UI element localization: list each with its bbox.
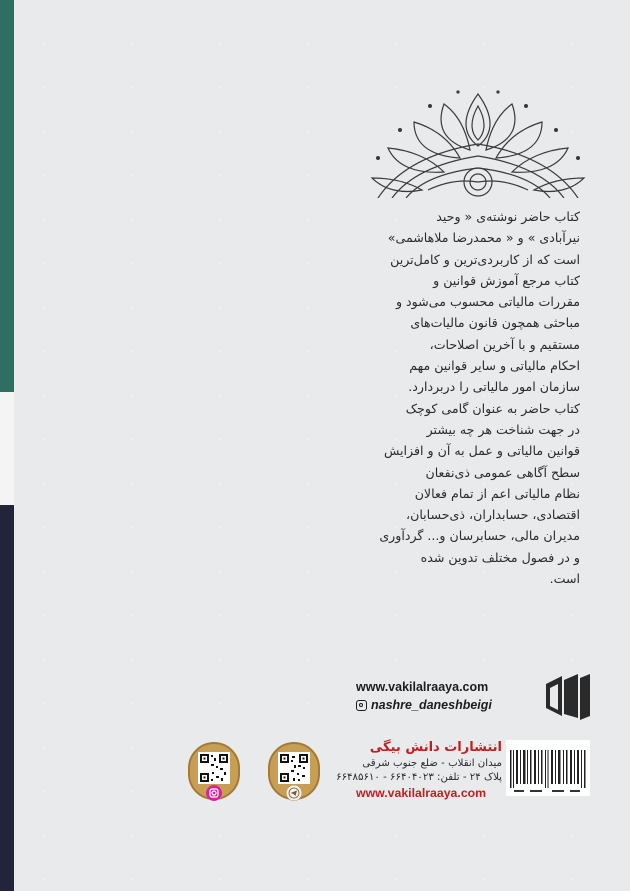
instagram-handle: nashre_daneshbeigi: [371, 698, 492, 712]
description-line: است.: [549, 571, 580, 587]
book-description: [356, 206, 580, 589]
publisher-address: میدان انقلاب - ضلع جنوب شرقی: [362, 758, 502, 769]
qr-card-instagram[interactable]: [188, 742, 240, 800]
description-line: است که از کاربردی‌ترین و کامل‌ترین: [390, 251, 580, 267]
website-link[interactable]: www.vakilalraaya.com: [356, 680, 489, 694]
instagram-handle-row[interactable]: [356, 698, 532, 712]
description-line: نیرآبادی » و « محمدرضا ملاهاشمی»: [387, 230, 580, 246]
description-line: و در فصول مختلف تدوین شده: [420, 549, 580, 565]
description-line: کتاب حاضر به عنوان گامی کوچک: [405, 400, 580, 416]
mandala-ornament-icon: [366, 86, 590, 198]
description-line: اقتصادی، حسابداران، ذی‌حسابان،: [406, 507, 580, 523]
publisher-logo-icon: [540, 670, 594, 724]
description-line: مدیران مالی، حسابرسان و... گردآوری: [379, 528, 580, 544]
description-line: نظام مالیاتی اعم از تمام فعالان: [414, 485, 580, 501]
publisher-name: انتشارات دانش بیگی: [369, 740, 502, 755]
description-line: مستقیم و با آخرین اصلاحات،: [429, 336, 580, 352]
description-line: مقررات مالیاتی محسوب می‌شود و: [395, 294, 580, 310]
spine-green-band: [0, 0, 14, 392]
telegram-icon: [286, 785, 302, 801]
qr-code-icon: [198, 752, 230, 784]
spine-white-band: [0, 392, 14, 505]
publisher-website-link[interactable]: www.vakilalraaya.com: [356, 786, 487, 800]
description-line: کتاب حاضر نوشته‌ی « وحید: [436, 209, 580, 224]
description-line: مباحثی همچون قانون مالیات‌های: [410, 315, 580, 331]
description-line: کتاب مرجع آموزش قوانین و: [433, 272, 580, 288]
qr-card-website[interactable]: [268, 742, 320, 800]
barcode-icon: [506, 740, 590, 796]
instagram-icon: [356, 700, 367, 711]
qr-code-icon: [278, 752, 310, 784]
spine-navy-band: [0, 505, 14, 891]
description-line: سازمان امور مالیاتی را دربردارد.: [408, 379, 580, 395]
instagram-icon: [206, 785, 222, 801]
description-line: سطح آگاهی عمومی ذی‌نفعان: [425, 464, 580, 480]
description-line: در جهت شناخت هر چه بیشتر: [426, 421, 580, 437]
publisher-phone: پلاک ۲۴ - تلفن: ۶۶۴۰۴۰۲۳ - ۶۶۴۸۵۶۱۰: [336, 772, 502, 783]
description-line: احکام مالیاتی و سایر قوانین مهم: [409, 358, 580, 374]
description-line: قوانین مالیاتی و عمل به آن و افزایش: [383, 443, 580, 459]
